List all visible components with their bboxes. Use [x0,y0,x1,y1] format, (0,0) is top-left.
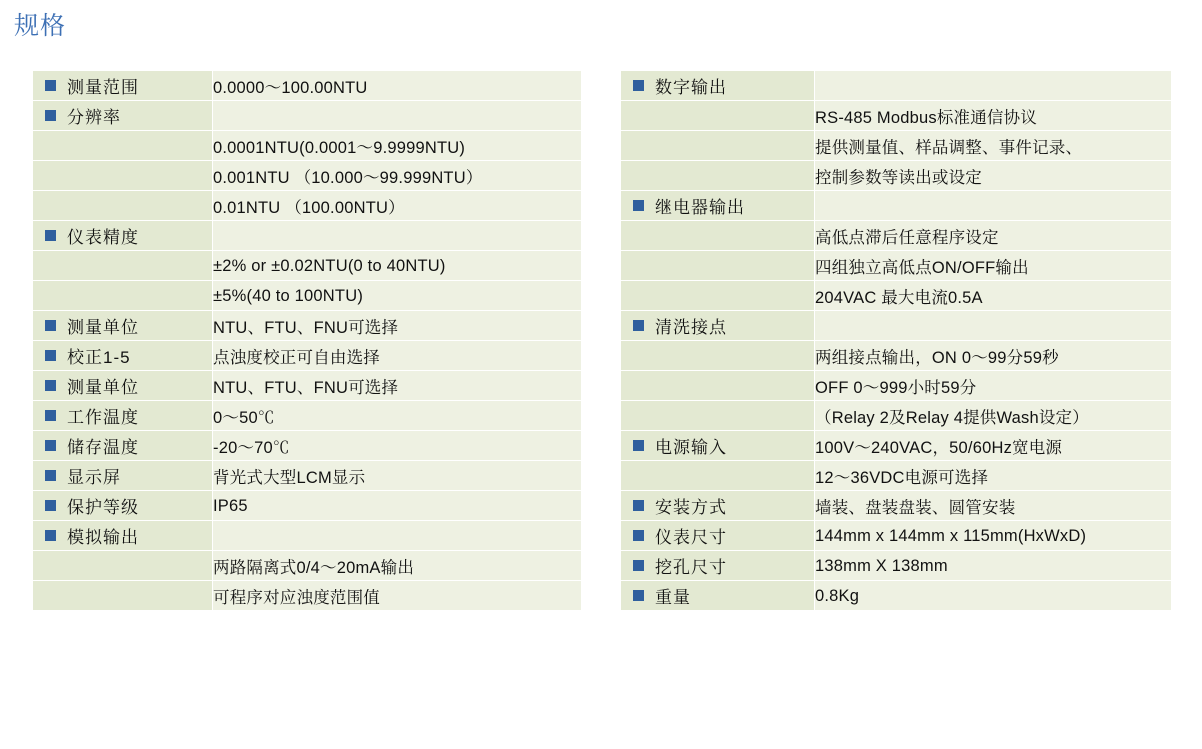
spec-value-text: 0.8Kg [815,586,860,605]
spec-value-cell [815,551,1172,581]
square-bullet-icon [45,320,56,331]
spec-label-cell [621,311,815,341]
table-row [33,191,582,221]
square-bullet-icon [45,530,56,541]
spec-value-cell [213,281,582,311]
spec-label-text: 储存温度 [67,438,139,457]
spec-value-text: 0～50℃ [213,408,275,427]
spec-value-cell [815,371,1172,401]
spec-value-cell [213,161,582,191]
table-row [33,131,582,161]
spec-value-text: 高低点滞后任意程序设定 [815,228,999,247]
spec-label-text: 工作温度 [67,408,139,427]
spec-value-text: ±2% or ±0.02NTU(0 to 40NTU) [213,256,446,275]
spec-label-cell-empty [33,251,213,281]
spec-value-cell [815,491,1172,521]
spec-label-cell [621,491,815,521]
spec-value-text: 0.001NTU （10.000～99.999NTU） [213,168,483,187]
spec-label-cell [621,431,815,461]
specifications-table-right [620,70,1172,611]
spec-value-cell [815,131,1172,161]
table-row [33,491,582,521]
spec-label-text: 测量单位 [67,318,139,337]
spec-label-cell-empty [33,281,213,311]
table-row [621,311,1172,341]
square-bullet-icon [45,230,56,241]
spec-label-cell-empty [33,131,213,161]
table-right-body [621,71,1172,611]
spec-label-cell-empty [621,221,815,251]
spec-value-cell [213,341,582,371]
spec-label-text: 分辨率 [67,108,121,127]
spec-value-cell [815,101,1172,131]
table-row [33,401,582,431]
spec-label-cell [621,191,815,221]
spec-value-text: 可程序对应浊度范围值 [213,588,380,607]
spec-label-cell [621,71,815,101]
spec-label-text: 测量范围 [67,78,139,97]
table-row [621,401,1172,431]
spec-value-text: 两路隔离式0/4～20mA输出 [213,558,415,577]
table-row [621,131,1172,161]
spec-value-cell [213,131,582,161]
table-row [621,71,1172,101]
table-row [621,221,1172,251]
spec-label-cell-empty [621,341,815,371]
spec-value-cell [815,401,1172,431]
table-row [621,251,1172,281]
spec-label-cell [33,371,213,401]
spec-value-cell [213,191,582,221]
square-bullet-icon [45,500,56,511]
spec-value-text: 12～36VDC电源可选择 [815,468,989,487]
spec-value-cell-empty [815,71,1172,101]
spec-label-cell [33,401,213,431]
spec-value-text: 背光式大型LCM显示 [213,468,366,487]
square-bullet-icon [45,440,56,451]
spec-value-cell-empty [815,191,1172,221]
table-row [621,431,1172,461]
spec-label-cell-empty [621,131,815,161]
spec-label-cell [33,491,213,521]
spec-value-text: ±5%(40 to 100NTU) [213,286,364,305]
spec-label-text: 校正1-5 [67,348,131,367]
square-bullet-icon [45,350,56,361]
table-row [33,311,582,341]
table-row [33,71,582,101]
spec-value-text: 点浊度校正可自由选择 [213,348,380,367]
spec-label-text: 电源输入 [655,438,727,457]
spec-value-cell-empty [213,101,582,131]
spec-label-cell [33,71,213,101]
spec-value-text: 144mm x 144mm x 115mm(HxWxD) [815,526,1087,545]
spec-value-cell [815,581,1172,611]
table-row [621,281,1172,311]
spec-label-text: 仪表尺寸 [655,528,727,547]
spec-label-cell [33,521,213,551]
table-row [33,101,582,131]
square-bullet-icon [633,320,644,331]
spec-value-text: 100V～240VAC，50/60Hz宽电源 [815,438,1063,457]
spec-label-text: 测量单位 [67,378,139,397]
table-row [33,581,582,611]
spec-label-text: 重量 [655,588,691,607]
spec-value-text: 0.0001NTU(0.0001～9.9999NTU) [213,138,466,157]
table-row [621,161,1172,191]
spec-value-cell [213,491,582,521]
table-row [33,341,582,371]
spec-value-cell-empty [213,221,582,251]
spec-value-cell [213,371,582,401]
square-bullet-icon [633,440,644,451]
spec-value-text: 四组独立高低点ON/OFF输出 [815,258,1029,277]
square-bullet-icon [45,470,56,481]
spec-value-cell [213,401,582,431]
spec-label-cell-empty [621,161,815,191]
square-bullet-icon [45,110,56,121]
spec-value-text: 204VAC 最大电流0.5A [815,288,983,307]
spec-value-text: 控制参数等读出或设定 [815,168,982,187]
spec-label-cell [33,101,213,131]
spec-value-cell [815,281,1172,311]
table-row [621,521,1172,551]
spec-label-cell-empty [621,251,815,281]
spec-value-cell [213,581,582,611]
spec-label-cell-empty [621,401,815,431]
spec-label-text: 继电器输出 [655,198,745,217]
square-bullet-icon [633,200,644,211]
square-bullet-icon [45,80,56,91]
spec-value-text: IP65 [213,496,248,515]
spec-label-text: 模拟输出 [67,528,139,547]
table-row [33,251,582,281]
table-row [33,521,582,551]
square-bullet-icon [633,590,644,601]
table-row [33,551,582,581]
spec-value-cell [815,431,1172,461]
spec-value-cell [213,431,582,461]
spec-label-cell-empty [33,581,213,611]
spec-value-cell [213,461,582,491]
spec-label-cell-empty [33,191,213,221]
spec-value-cell [213,311,582,341]
spec-value-text: 0.0000～100.00NTU [213,78,368,97]
table-row [621,461,1172,491]
spec-label-text: 数字输出 [655,78,727,97]
spec-label-text: 安装方式 [655,498,727,517]
table-row [621,341,1172,371]
spec-label-cell-empty [621,281,815,311]
spec-value-text: 墙装、盘装盘装、圆管安装 [815,498,1016,517]
spec-value-text: OFF 0～999小时59分 [815,378,977,397]
spec-label-cell [621,551,815,581]
spec-value-cell [815,461,1172,491]
spec-value-text: NTU、FTU、FNU可选择 [213,318,399,337]
table-row [33,371,582,401]
spec-label-cell [621,581,815,611]
spec-label-text: 清洗接点 [655,318,727,337]
spec-label-text: 保护等级 [67,498,139,517]
spec-value-cell [815,251,1172,281]
spec-label-cell [33,461,213,491]
table-row [33,431,582,461]
spec-label-cell-empty [33,161,213,191]
spec-value-text: 提供测量值、样品调整、事件记录、 [815,138,1083,157]
spec-label-text: 仪表精度 [67,228,139,247]
spec-value-cell [815,221,1172,251]
table-row [33,461,582,491]
spec-label-cell [33,311,213,341]
spec-value-text: 138mm X 138mm [815,556,948,575]
square-bullet-icon [633,530,644,541]
spec-label-cell [621,521,815,551]
spec-value-text: 两组接点输出，ON 0～99分59秒 [815,348,1059,367]
spec-label-text: 显示屏 [67,468,121,487]
spec-value-cell-empty [815,311,1172,341]
spec-label-cell [33,221,213,251]
table-row [33,221,582,251]
spec-value-cell [815,521,1172,551]
spec-value-text: NTU、FTU、FNU可选择 [213,378,399,397]
table-row [621,371,1172,401]
spec-value-text: RS-485 Modbus标准通信协议 [815,108,1038,127]
spec-value-text: -20～70℃ [213,438,290,457]
spec-value-cell [213,71,582,101]
table-row [621,101,1172,131]
table-row [621,581,1172,611]
spec-value-cell [815,161,1172,191]
spec-label-cell-empty [621,371,815,401]
spec-label-cell [33,431,213,461]
spec-label-cell-empty [33,551,213,581]
spec-value-cell [213,251,582,281]
table-row [621,491,1172,521]
spec-value-text: （Relay 2及Relay 4提供Wash设定） [815,408,1089,427]
page-title: 规格 [14,12,67,40]
table-row [621,191,1172,221]
table-left-body [33,71,582,611]
table-row [33,161,582,191]
spec-value-text: 0.01NTU （100.00NTU） [213,198,405,217]
spec-label-cell-empty [621,101,815,131]
square-bullet-icon [633,80,644,91]
table-row [621,551,1172,581]
spec-value-cell [815,341,1172,371]
spec-value-cell-empty [213,521,582,551]
spec-label-cell [33,341,213,371]
square-bullet-icon [45,380,56,391]
square-bullet-icon [633,560,644,571]
spec-value-cell [213,551,582,581]
spec-label-cell-empty [621,461,815,491]
spec-label-text: 挖孔尺寸 [655,558,727,577]
square-bullet-icon [45,410,56,421]
specifications-table-left [32,70,582,611]
square-bullet-icon [633,500,644,511]
table-row [33,281,582,311]
